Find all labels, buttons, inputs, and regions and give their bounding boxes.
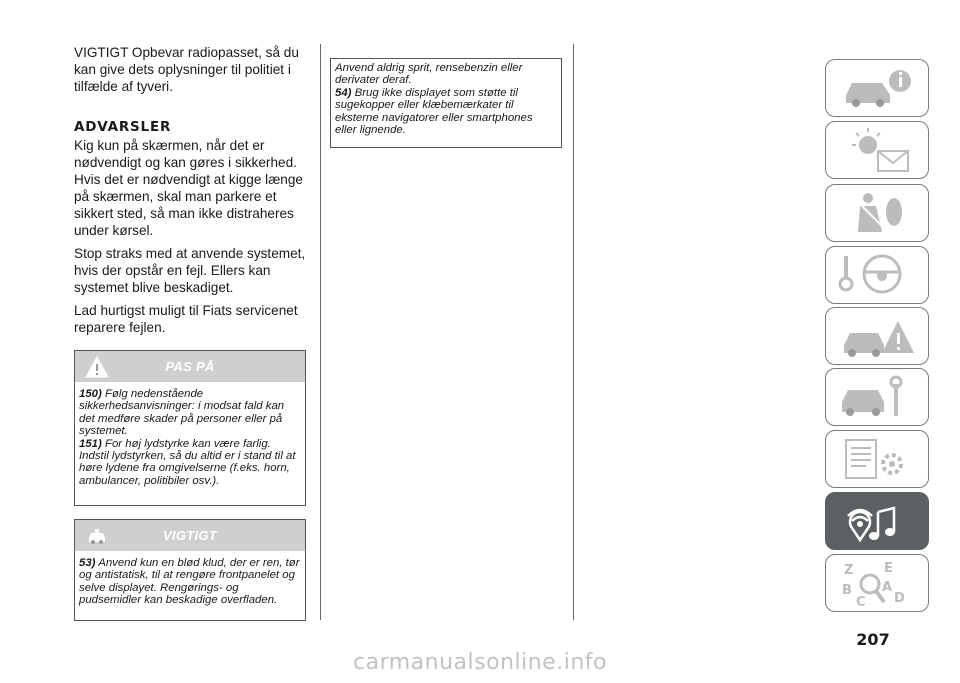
tab-index[interactable] <box>825 554 929 612</box>
car-hand-icon <box>85 524 109 548</box>
note-number: 150) <box>79 388 102 400</box>
warning-triangle-icon <box>85 355 109 379</box>
note-number: 54) <box>335 86 352 99</box>
tab-maintenance[interactable] <box>825 368 929 426</box>
caution-box <box>74 350 306 506</box>
caution-box-body <box>75 382 305 493</box>
note-item <box>335 87 557 137</box>
svg-text:C: C <box>856 595 866 608</box>
car-info-icon <box>838 63 918 113</box>
warning-paragraph-2: Stop straks med at anvende systemet, hvis der opstår en fejl. Ellers kan systemet blive beskadiget. <box>74 246 306 295</box>
warning-paragraph-3: Lad hurtigst muligt til Fiats servicenet reparere fejlen. <box>74 303 298 335</box>
note-item <box>79 388 301 438</box>
note-item <box>79 438 301 488</box>
svg-text:Z: Z <box>844 563 854 578</box>
important-box-body <box>75 551 305 613</box>
continuation-box-body <box>331 59 561 142</box>
car-maintenance-icon <box>838 372 918 422</box>
note-text: Anvend kun en blød klud, der er ren, tør og antistatisk, til at rengøre frontpanelet og selve displayet. Rengørings- og pudsemidler kan beskadige overfladen. <box>79 557 300 607</box>
tab-technical-data[interactable] <box>825 430 929 488</box>
important-box <box>74 519 306 621</box>
tab-starting-driving[interactable] <box>825 246 929 304</box>
chapter-tabs <box>825 0 933 640</box>
svg-text:D: D <box>894 591 905 606</box>
note-text: For høj lydstyrke kan være farlig. Indstil lydstyrken, så du altid er i stand til at høre lydene fra omgivelserne (f.eks. horn, ambulancer, politibiler osv.). <box>79 437 296 487</box>
column-divider <box>573 44 574 620</box>
tab-emergency[interactable] <box>825 307 929 365</box>
seatbelt-airbag-icon <box>838 188 918 238</box>
alphabetical-index-icon <box>838 558 918 608</box>
intro-paragraph: VIGTIGT Opbevar radiopasset, så du kan give dets oplysninger til politiet i tilfælde af tyveri. <box>74 45 299 94</box>
note-number: 53) <box>79 557 96 569</box>
svg-text:B: B <box>842 583 852 598</box>
warning-paragraph-1: Kig kun på skærmen, når det er nødvendigt og kan gøres i sikkerhed. Hvis det er nødvendigt at kigge længe på skærmen, skal man parkere et sikkert sted, så man ikke distraheres under kørsel. <box>74 138 303 238</box>
emergency-icon <box>838 311 918 361</box>
section-heading: ADVARSLER <box>74 119 172 135</box>
page-number: 207 <box>856 630 890 649</box>
tab-multimedia[interactable] <box>825 492 929 550</box>
caution-box-title: PAS PÅ <box>165 359 215 374</box>
watermark: carmanualsonline.info <box>353 650 607 675</box>
continuation-box <box>330 58 562 148</box>
note-number: 151) <box>79 437 102 450</box>
note-text: Anvend aldrig sprit, rensebenzin eller derivater deraf. <box>335 62 523 87</box>
tab-car-info[interactable] <box>825 59 929 117</box>
technical-data-icon <box>838 434 918 484</box>
note-text: Brug ikke displayet som støtte til sugekopper eller klæbemærkater til eksterne navigatorer eller smartphones eller lignende. <box>335 86 533 137</box>
caution-box-header <box>75 351 305 382</box>
main-column <box>74 44 310 336</box>
tab-safety[interactable] <box>825 184 929 242</box>
important-box-header <box>75 520 305 551</box>
tab-warning-lights[interactable] <box>825 121 929 179</box>
svg-text:A: A <box>882 580 893 595</box>
note-item <box>79 557 301 607</box>
steering-key-icon <box>838 250 918 300</box>
multimedia-icon <box>838 496 918 546</box>
important-box-title: VIGTIGT <box>162 528 218 543</box>
note-text: Følg nedenstående sikkerhedsanvisninger: i modsat fald kan det medføre skader på personer eller på systemet. <box>79 388 285 438</box>
svg-text:E: E <box>884 561 893 576</box>
column-divider <box>320 44 321 620</box>
warning-lights-icon <box>838 125 918 175</box>
